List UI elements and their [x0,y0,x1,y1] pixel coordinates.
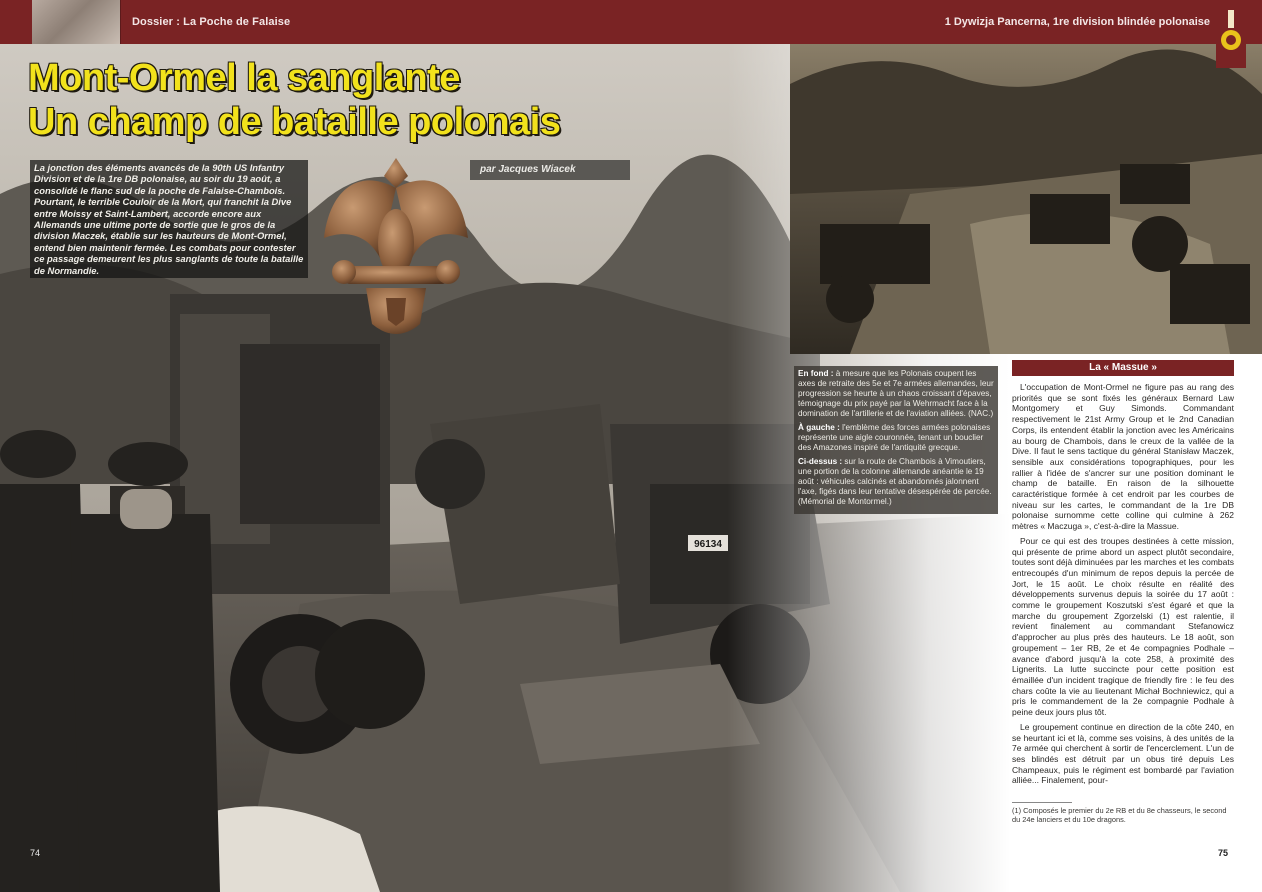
section-heading: La « Massue » [1012,360,1234,376]
caption-background [798,369,994,419]
banner-thumbnail [32,0,121,44]
wreckage-photo-illustration [790,44,1262,354]
body-paragraph: L'occupation de Mont-Ormel ne figure pas au rang des priorités que se sont fixés les généraux Bernard Law Montgomery et Guy Simonds. Commandant respectivement le 21st Army Group et le 2nd Canadian Corps, ils entendent établir la jonction avec les Américains au bourg de Chambois, dans le creux de la vallée de la Dive. Il faut le sens tactique du général Stanisław Maczek, sensible aux considérations topographiques, pour les rallier à l'idée de s'ancrer sur une position dominant le champ de bataille. En raison de la silhouette caractéristique formée à cet endroit par les courbes de niveau sur les cartes, le commandant de la 1re DB polonaise surnomme cette colline qui culmine à 262 mètres « Maczuga », c'est-à-dire la Massue. [1012,382,1234,532]
wreckage-column-photo [790,44,1262,354]
polish-eagle-badge-icon [320,148,472,348]
caption-left [798,423,994,453]
page-number-right: 75 [1218,848,1229,858]
title-line-2: Un champ de bataille polonais [28,101,561,143]
caption-above [798,457,994,507]
article-intro: La jonction des éléments avancés de la 90th US Infantry Division et de la 1re DB polonaise, au soir du 19 août, a consolidé le flanc sud de la poche de Falaise-Chambois. Pourtant, le terrible Couloir de la Mort, qui franchit la Dive entre Moissy et Saint-Lambert, accorde encore aux Allemands une ultime porte de sortie que le gros de la division Maczek, établie sur les hauteurs de Mont-Ormel, entend bien maintenir fermée. Les combats pour contester ce passage demeurent les plus sanglants de toute la bataille de Normandie. [30,160,308,278]
caption-text: à mesure que les Polonais coupent les axes de retraite des 5e et 7e armées allemandes, leur progression se heurte à un chaos croissant d'épaves, témoignage du prix payé par la Wehrmacht face à la domination de l'artillerie et de l'aviation alliées. (NAC.) [798,369,994,418]
page-number-left: 74 [30,848,41,858]
title-line-1: Mont-Ormel la sanglante [28,57,460,99]
caption-text: sur la route de Chambois à Vimoutiers, une portion de la colonne allemande anéantie le 19 août : véhicules calcinés et abandonnés jalonnent l'axe, figés dans leur tentative désespérée de percée. (Mémorial de Montormel.) [798,457,992,506]
body-paragraph: Le groupement continue en direction de la côte 240, en se heurtant ici et là, comme ses voisins, à des unités de la 7e armée qui cherchent à sortir de l'encerclement. L'un de ses blindés est détruit par un obus tiré depuis Les Champeaux, puis le régiment est bombardé par l'aviation alliée... Finalement, pour- [1012,721,1234,786]
caption-label: À gauche : [798,423,840,432]
magazine-logo-icon [1216,4,1246,68]
footnote-divider [1012,802,1072,803]
author-byline: par Jacques Wiacek [470,160,630,180]
caption-text: l'emblème des forces armées polonaises représente une aigle couronnée, tenant un bouclier des Amazones inspiré de l'antiquité grecque. [798,423,991,452]
caption-label: En fond : [798,369,834,378]
caption-label: Ci-dessus : [798,457,843,466]
dossier-header: Dossier : La Poche de Falaise [132,16,291,28]
article-title [28,56,560,144]
top-banner [0,0,1262,44]
division-header: 1 Dywizja Pancerna, 1re division blindée polonaise [944,16,1210,28]
footnote: (1) Composés le premier du 2e RB et du 8e chasseurs, le second du 24e lanciers et du 10e dragons. [1012,806,1227,824]
body-paragraph: Pour ce qui est des troupes destinées à cette mission, qui présente de prime abord un aspect plutôt secondaire, toutes sont déjà diminuées par les marches et les combats entrecoupés d'un minimum de repos depuis la percée de Jort, le 15 août. Le choix résulte en réalité des développements survenus depuis la soirée du 17 août : comme le groupement Koszutski s'est égaré et que la marche du groupement Zgorzelski (1) est ralentie, il revient finalement au commandant Stefanowicz d'approcher au plus près des hauteurs. Le 18 août, son groupement – 1er RB, 2e et 4e compagnies Podhale – avance d'abord jusqu'à la cote 258, à proximité des Lignerits. La lutte succincte pour cette position est émaillée d'un incident tragique de friendly fire : le feu des chars coûte la vie au lieutenant Michał Bochniewicz, qui a pris le commandement de la 2e compagnie Podhale à peine deux jours plus tôt. [1012,535,1234,718]
article-body-column [1012,382,1234,790]
photo-captions [794,366,998,514]
